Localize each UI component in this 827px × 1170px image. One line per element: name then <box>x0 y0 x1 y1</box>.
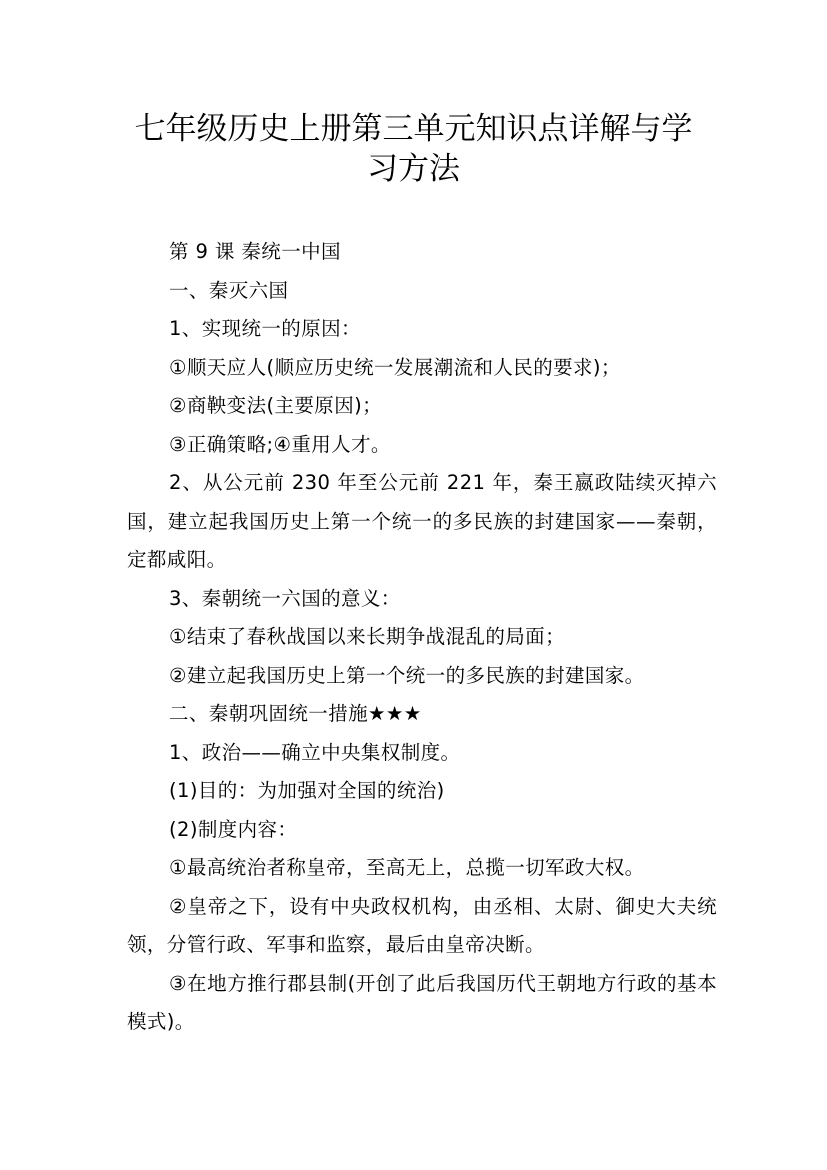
paragraph: ①最高统治者称皇帝，至高无上，总揽一切军政大权。 <box>169 856 645 879</box>
paragraph: 2、从公元前 230 年至公元前 221 年，秦王嬴政陆续灭掉六国，建立起我国历史上第一个统一的多民族的封建国家——秦朝，定都咸阳。 <box>127 471 717 571</box>
lesson-heading: 第 9 课 秦统一中国 <box>169 240 341 263</box>
paragraph: (1)目的：为加强对全国的统治) <box>169 779 445 802</box>
paragraph: ②建立起我国历史上第一个统一的多民族的封建国家。 <box>169 663 645 687</box>
section-heading-1: 一、秦灭六国 <box>169 278 289 302</box>
paragraph: 1、政治——确立中央集权制度。 <box>169 740 461 764</box>
paragraph: (2)制度内容： <box>169 817 298 841</box>
document-title-line-2: 习方法 <box>367 151 460 187</box>
paragraph: 3、秦朝统一六国的意义： <box>169 586 401 610</box>
paragraph: 1、实现统一的原因： <box>169 317 361 340</box>
paragraph: ②商鞅变法(主要原因)； <box>169 394 382 417</box>
section-heading-2: 二、秦朝巩固统一措施★★★ <box>169 702 422 725</box>
paragraph: ②皇帝之下，设有中央政权机构，由丞相、太尉、御史大夫统领，分管行政、军事和监察，最后由皇帝决断。 <box>127 894 717 956</box>
document-body <box>127 233 717 1042</box>
document-title-line-1: 七年级历史上册第三单元知识点详解与学 <box>134 111 693 147</box>
paragraph: ①结束了春秋战国以来长期争战混乱的局面； <box>169 625 565 648</box>
paragraph: ③正确策略;④重用人才。 <box>169 432 391 456</box>
paragraph: ①顺天应人(顺应历史统一发展潮流和人民的要求)； <box>169 355 621 379</box>
paragraph: ③在地方推行郡县制(开创了此后我国历代王朝地方行政的基本模式)。 <box>127 971 717 1033</box>
